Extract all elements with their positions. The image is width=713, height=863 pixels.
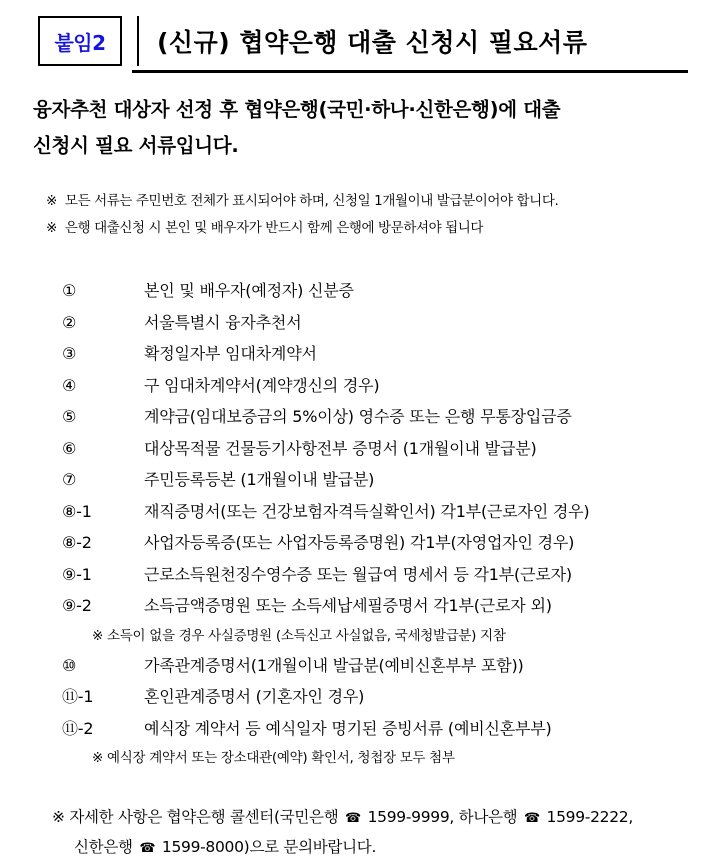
item-number: ④ bbox=[62, 375, 77, 395]
item-number: ③ bbox=[62, 344, 77, 363]
item-text: 예식장 계약서 등 예식일자 명기된 증빙서류 (예비신혼부부) bbox=[144, 718, 552, 738]
item-text: 혼인관계증명서 (기혼자인 경우) bbox=[144, 687, 365, 706]
reference-mark: ※ bbox=[46, 220, 57, 236]
document-item bbox=[62, 527, 702, 559]
notice-item bbox=[46, 188, 696, 215]
item-text: 주민등록등본 (1개월이내 발급분) bbox=[144, 470, 375, 489]
page-title: (신규) 협약은행 대출 신청시 필요서류 bbox=[137, 16, 688, 66]
document-item bbox=[62, 464, 702, 496]
document-item bbox=[62, 275, 702, 307]
item-number: ② bbox=[62, 312, 77, 332]
notice-text: 은행 대출신청 시 본인 및 배우자가 반드시 함께 은행에 방문하셔야 됩니다 bbox=[64, 220, 484, 236]
intro-line-1: 융자추천 대상자 선정 후 협약은행(국민·하나·신한은행)에 대출 bbox=[33, 98, 561, 121]
contact-footer bbox=[52, 803, 702, 863]
notice-text: 모든 서류는 주민번호 전체가 표시되어야 하며, 신청일 1개월이내 발급분이어야 합니다. bbox=[64, 193, 559, 209]
document-header bbox=[32, 11, 688, 73]
income-subnote: ※ 소득이 없을 경우 사실증명원 (소득신고 사실없음, 국세청발급분) 지참 bbox=[92, 627, 506, 644]
document-item bbox=[62, 307, 702, 339]
item-text: 서울특별시 융자추천서 bbox=[144, 312, 302, 332]
item-text: 계약금(임대보증금의 5%이상) 영수증 또는 은행 무통장입금증 bbox=[144, 407, 572, 426]
notice-list bbox=[46, 188, 696, 242]
item-number: ⑦ bbox=[62, 470, 77, 489]
document-item bbox=[62, 559, 702, 591]
item-text: 사업자등록증(또는 사업자등록증명원) 각1부(자영업자인 경우) bbox=[144, 533, 575, 552]
item-number: ⑩ bbox=[62, 655, 77, 675]
item-number: ⑧-2 bbox=[62, 533, 92, 552]
shinhan-phone-number: 1599-8000) bbox=[161, 838, 250, 856]
required-documents-list bbox=[62, 275, 702, 772]
intro-paragraph bbox=[33, 92, 683, 164]
notice-item bbox=[46, 215, 696, 242]
document-item bbox=[62, 713, 702, 745]
item-text: 근로소득원천징수영수증 또는 월급여 명세서 등 각1부(근로자) bbox=[144, 564, 572, 584]
item-number: ⑤ bbox=[62, 407, 77, 426]
item-number: ⑧-1 bbox=[62, 501, 92, 521]
reference-mark: ※ bbox=[46, 193, 57, 209]
footer-line-2 bbox=[52, 833, 702, 863]
footer-line-1 bbox=[52, 803, 702, 833]
item-number: ⑨-2 bbox=[62, 596, 92, 615]
footer-suffix: 으로 문의바랍니다. bbox=[249, 838, 377, 856]
document-item bbox=[62, 338, 702, 370]
item-text: 대상목적물 건물등기사항전부 증명서 (1개월이내 발급분) bbox=[144, 438, 537, 458]
document-item bbox=[62, 496, 702, 528]
item-number: ⑪-2 bbox=[62, 718, 94, 738]
item-number: ⑥ bbox=[62, 438, 77, 458]
footer-prefix: 자세한 사항은 협약은행 콜센터(국민은행 bbox=[69, 808, 339, 826]
document-item bbox=[62, 681, 702, 713]
kb-phone-number: 1599-9999, bbox=[367, 808, 455, 826]
attachment-badge: 붙임2 bbox=[38, 16, 122, 66]
hana-phone-number: 1599-2222, bbox=[546, 808, 633, 826]
item-text: 구 임대차계약서(계약갱신의 경우) bbox=[144, 375, 380, 395]
header-underline bbox=[132, 70, 688, 73]
item-text: 소득금액증명원 또는 소득세납세필증명서 각1부(근로자 외) bbox=[144, 596, 552, 615]
document-item bbox=[62, 401, 702, 433]
wedding-subnote: ※ 예식장 계약서 또는 장소대관(예약) 확인서, 청첩장 모두 첨부 bbox=[92, 750, 455, 766]
document-item bbox=[62, 590, 702, 622]
item-text: 가족관계증명서(1개월이내 발급분(예비신혼부부 포함)) bbox=[144, 655, 524, 675]
intro-line-2: 신청시 필요 서류입니다. bbox=[33, 134, 239, 157]
item-text: 재직증명서(또는 건강보험자격득실확인서) 각1부(근로자인 경우) bbox=[144, 501, 590, 521]
phone-icon: ☎ bbox=[139, 841, 156, 856]
item-number: ① bbox=[62, 281, 77, 300]
hana-bank-name: 하나은행 bbox=[458, 808, 518, 826]
reference-mark: ※ bbox=[52, 808, 65, 826]
document-item bbox=[62, 650, 702, 682]
item-text: 본인 및 배우자(예정자) 신분증 bbox=[144, 281, 354, 300]
shinhan-bank-name: 신한은행 bbox=[74, 838, 133, 856]
phone-icon: ☎ bbox=[524, 811, 540, 826]
document-item bbox=[62, 370, 702, 402]
item-number: ⑪-1 bbox=[62, 687, 94, 706]
item-text: 확정일자부 임대차계약서 bbox=[144, 344, 317, 363]
document-item bbox=[62, 433, 702, 465]
phone-icon: ☎ bbox=[345, 811, 361, 826]
item-number: ⑨-1 bbox=[62, 564, 92, 584]
